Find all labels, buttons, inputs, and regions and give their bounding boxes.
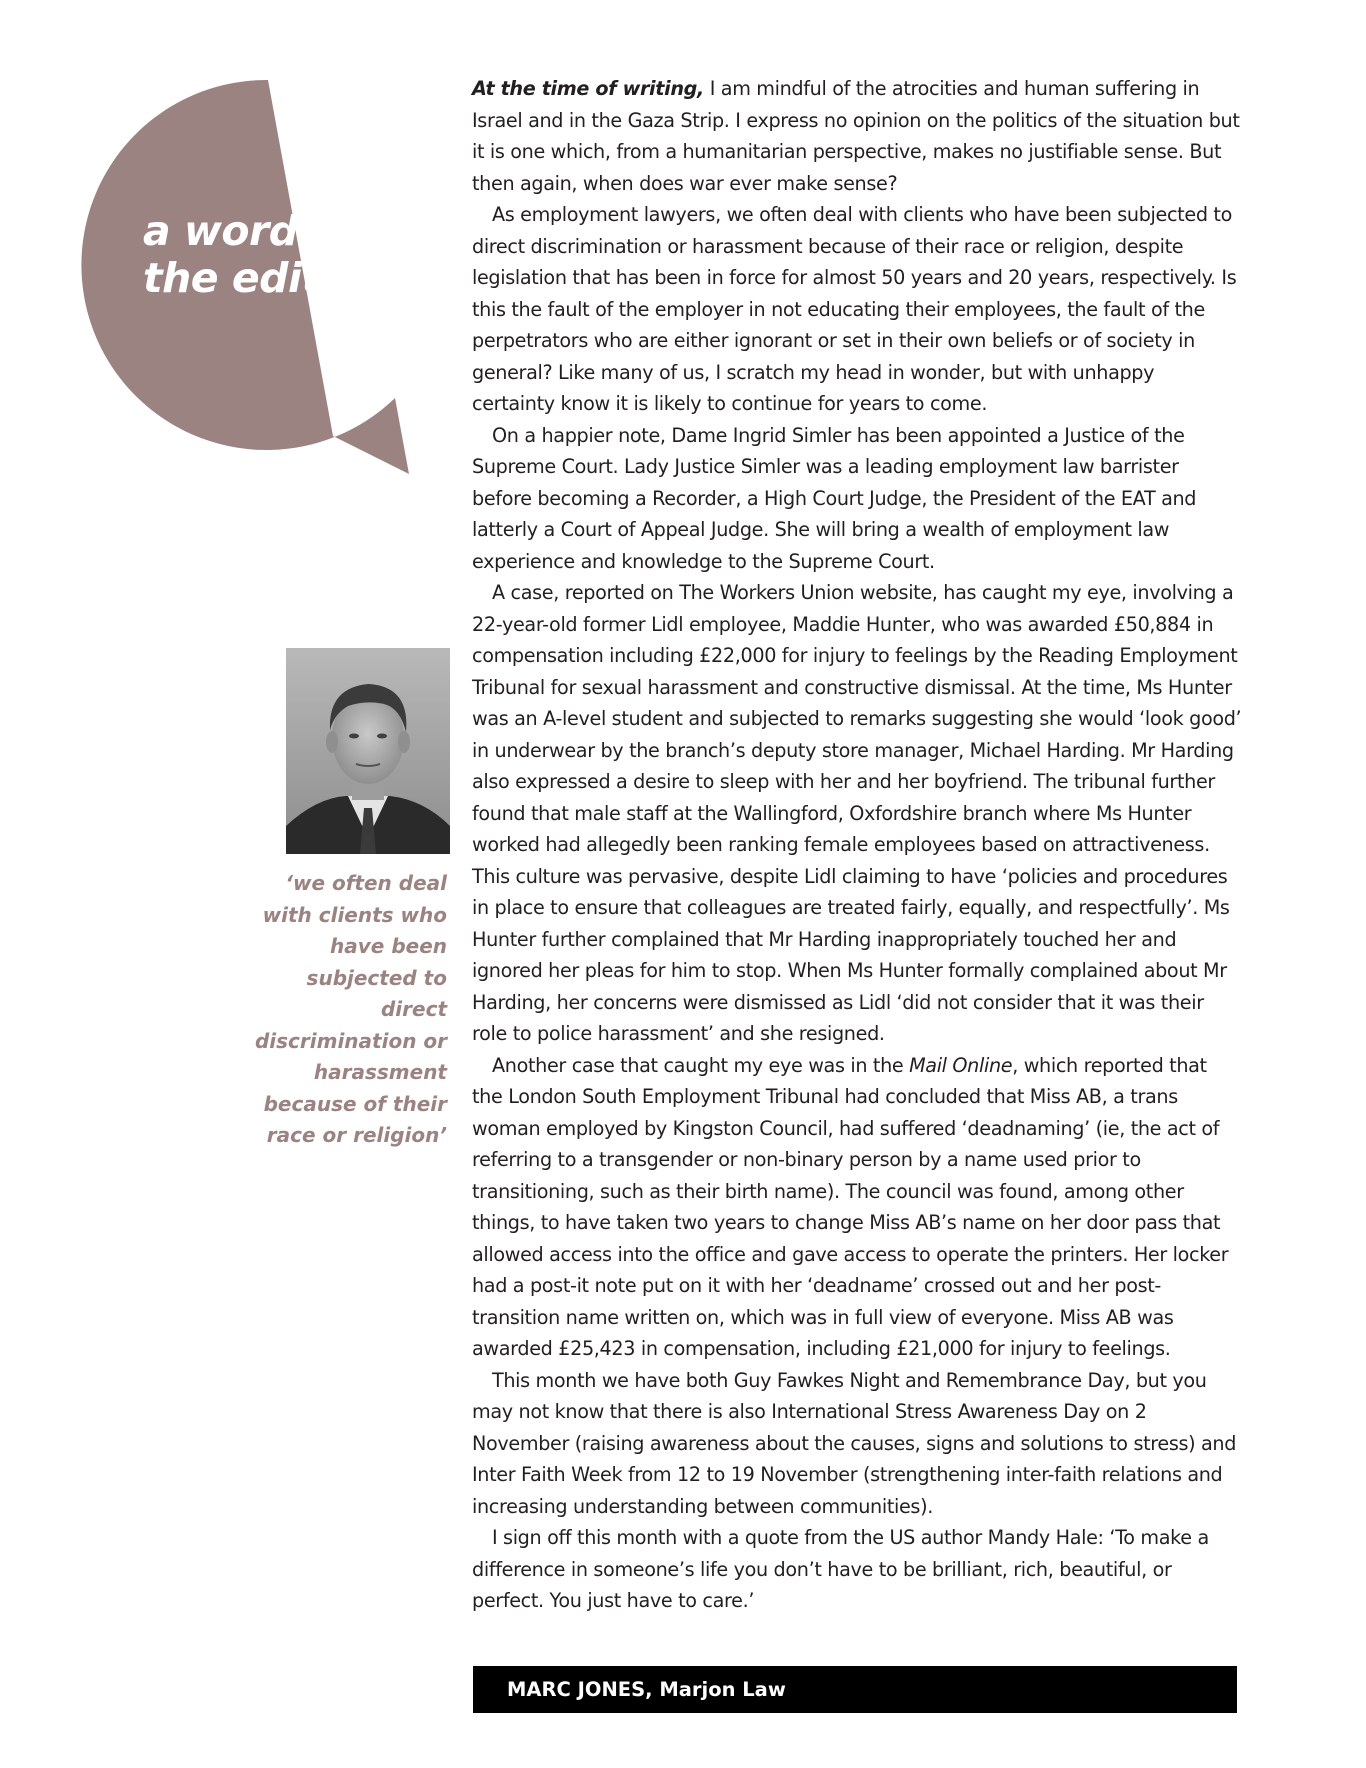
article-paragraph-2: As employment lawyers, we often deal with clients who have been subjected to direct discrimination or harassment because of their race or religion, despite legislation that has been in force for almost 50 years and 20 years, respectively. Is this the fault of the employer in not educating their employees, the fault of the perpetrators who are either ignorant or set in their own beliefs or of society in general? Like many of us, I scratch my head in wonder, but with unhappy certainty know it is likely to continue for years to come. xyxy=(472,203,1237,415)
speech-bubble xyxy=(83,80,453,450)
article-paragraph-1 xyxy=(472,73,1242,199)
pull-quote: ‘we often deal with clients who have been subjected to direct discrimination or harassment because of their race or religion’ xyxy=(254,871,447,1147)
paragraph-5-after: , which reported that the London South Employment Tribunal had concluded that Miss AB, a trans woman employed by Kingston Council, had suffered ‘deadnaming’ (ie, the act of referring to a transgender or non-binary person by a name used prior to transitioning, such as their birth name). The council was found, among other things, to have taken two years to change Miss AB’s name on her door pass that allowed access into the office and gave access to operate the printers. Her locker had a post-it note put on it with her ‘deadname’ crossed out and her post-transition name written on, which was in full view of everyone. Miss AB was awarded £25,423 in compensation, including £21,000 for injury to feelings. xyxy=(472,1053,1229,1360)
article-paragraph-3: On a happier note, Dame Ingrid Simler has been appointed a Justice of the Supreme Court. Lady Justice Simler was a leading employment law barrister before becoming a Recorder, a High Court Judge, the President of the EAT and latterly a Court of Appeal Judge. She will bring a wealth of employment law experience and knowledge to the Supreme Court. xyxy=(472,423,1197,573)
article-body xyxy=(472,73,1242,1617)
byline-text: MARC JONES, Marjon Law xyxy=(507,1678,786,1701)
article-paragraph-6: This month we have both Guy Fawkes Night and Remembrance Day, but you may not know that there is also International Stress Awareness Day on 2 November (raising awareness about the causes, signs and solutions to stress) and Inter Faith Week from 12 to 19 November (strengthening inter-faith relations and increasing understanding between communities). xyxy=(472,1368,1237,1518)
page-title xyxy=(143,208,433,302)
article-paragraph-4: A case, reported on The Workers Union website, has caught my eye, involving a 22-year-old former Lidl employee, Maddie Hunter, who was awarded £50,884 in compensation including £22,000 for injury to feelings by the Reading Employment Tribunal for sexual harassment and constructive dismissal. At the time, Ms Hunter was an A-level student and subjected to remarks suggesting she would ‘look good’ in underwear by the branch’s deputy store manager, Michael Harding. Mr Harding also expressed a desire to sleep with her and her boyfriend. The tribunal further found that male staff at the Wallingford, Oxfordshire branch where Ms Hunter worked had allegedly been ranking female employees based on attractiveness. This culture was pervasive, despite Lidl claiming to have ‘policies and procedures in place to ensure that colleagues are treated fairly, equally, and respectfully’. Ms Hunter further complained that Mr Harding inappropriately touched her and ignored her pleas for him to stop. When Ms Hunter formally complained about Mr Harding, her concerns were dismissed as Lidl ‘did not consider that it was their role to police harassment’ and she resigned. xyxy=(472,581,1242,1045)
article-paragraph-5 xyxy=(472,1050,1242,1365)
paragraph-1-text: I am mindful of the atrocities and human suffering in Israel and in the Gaza Strip. I express no opinion on the politics of the situation but it is one which, from a humanitarian perspective, makes no justifiable sense. But then again, when does war ever make sense? xyxy=(472,77,1240,195)
article-paragraph-7: I sign off this month with a quote from the US author Mandy Hale: ‘To make a difference in someone’s life you don’t have to be brilliant, rich, beautiful, or perfect. You just have to care.’ xyxy=(472,1526,1209,1612)
paragraph-5-before: Another case that caught my eye was in the xyxy=(492,1053,910,1077)
title-line-2: the editor xyxy=(143,254,369,302)
source-name: Mail Online xyxy=(909,1053,1013,1077)
editor-portrait xyxy=(286,648,450,854)
byline-bar xyxy=(473,1666,1237,1713)
title-line-1: a word from xyxy=(143,207,419,255)
portrait-icon xyxy=(286,648,450,854)
lead-in: At the time of writing, xyxy=(472,77,704,100)
